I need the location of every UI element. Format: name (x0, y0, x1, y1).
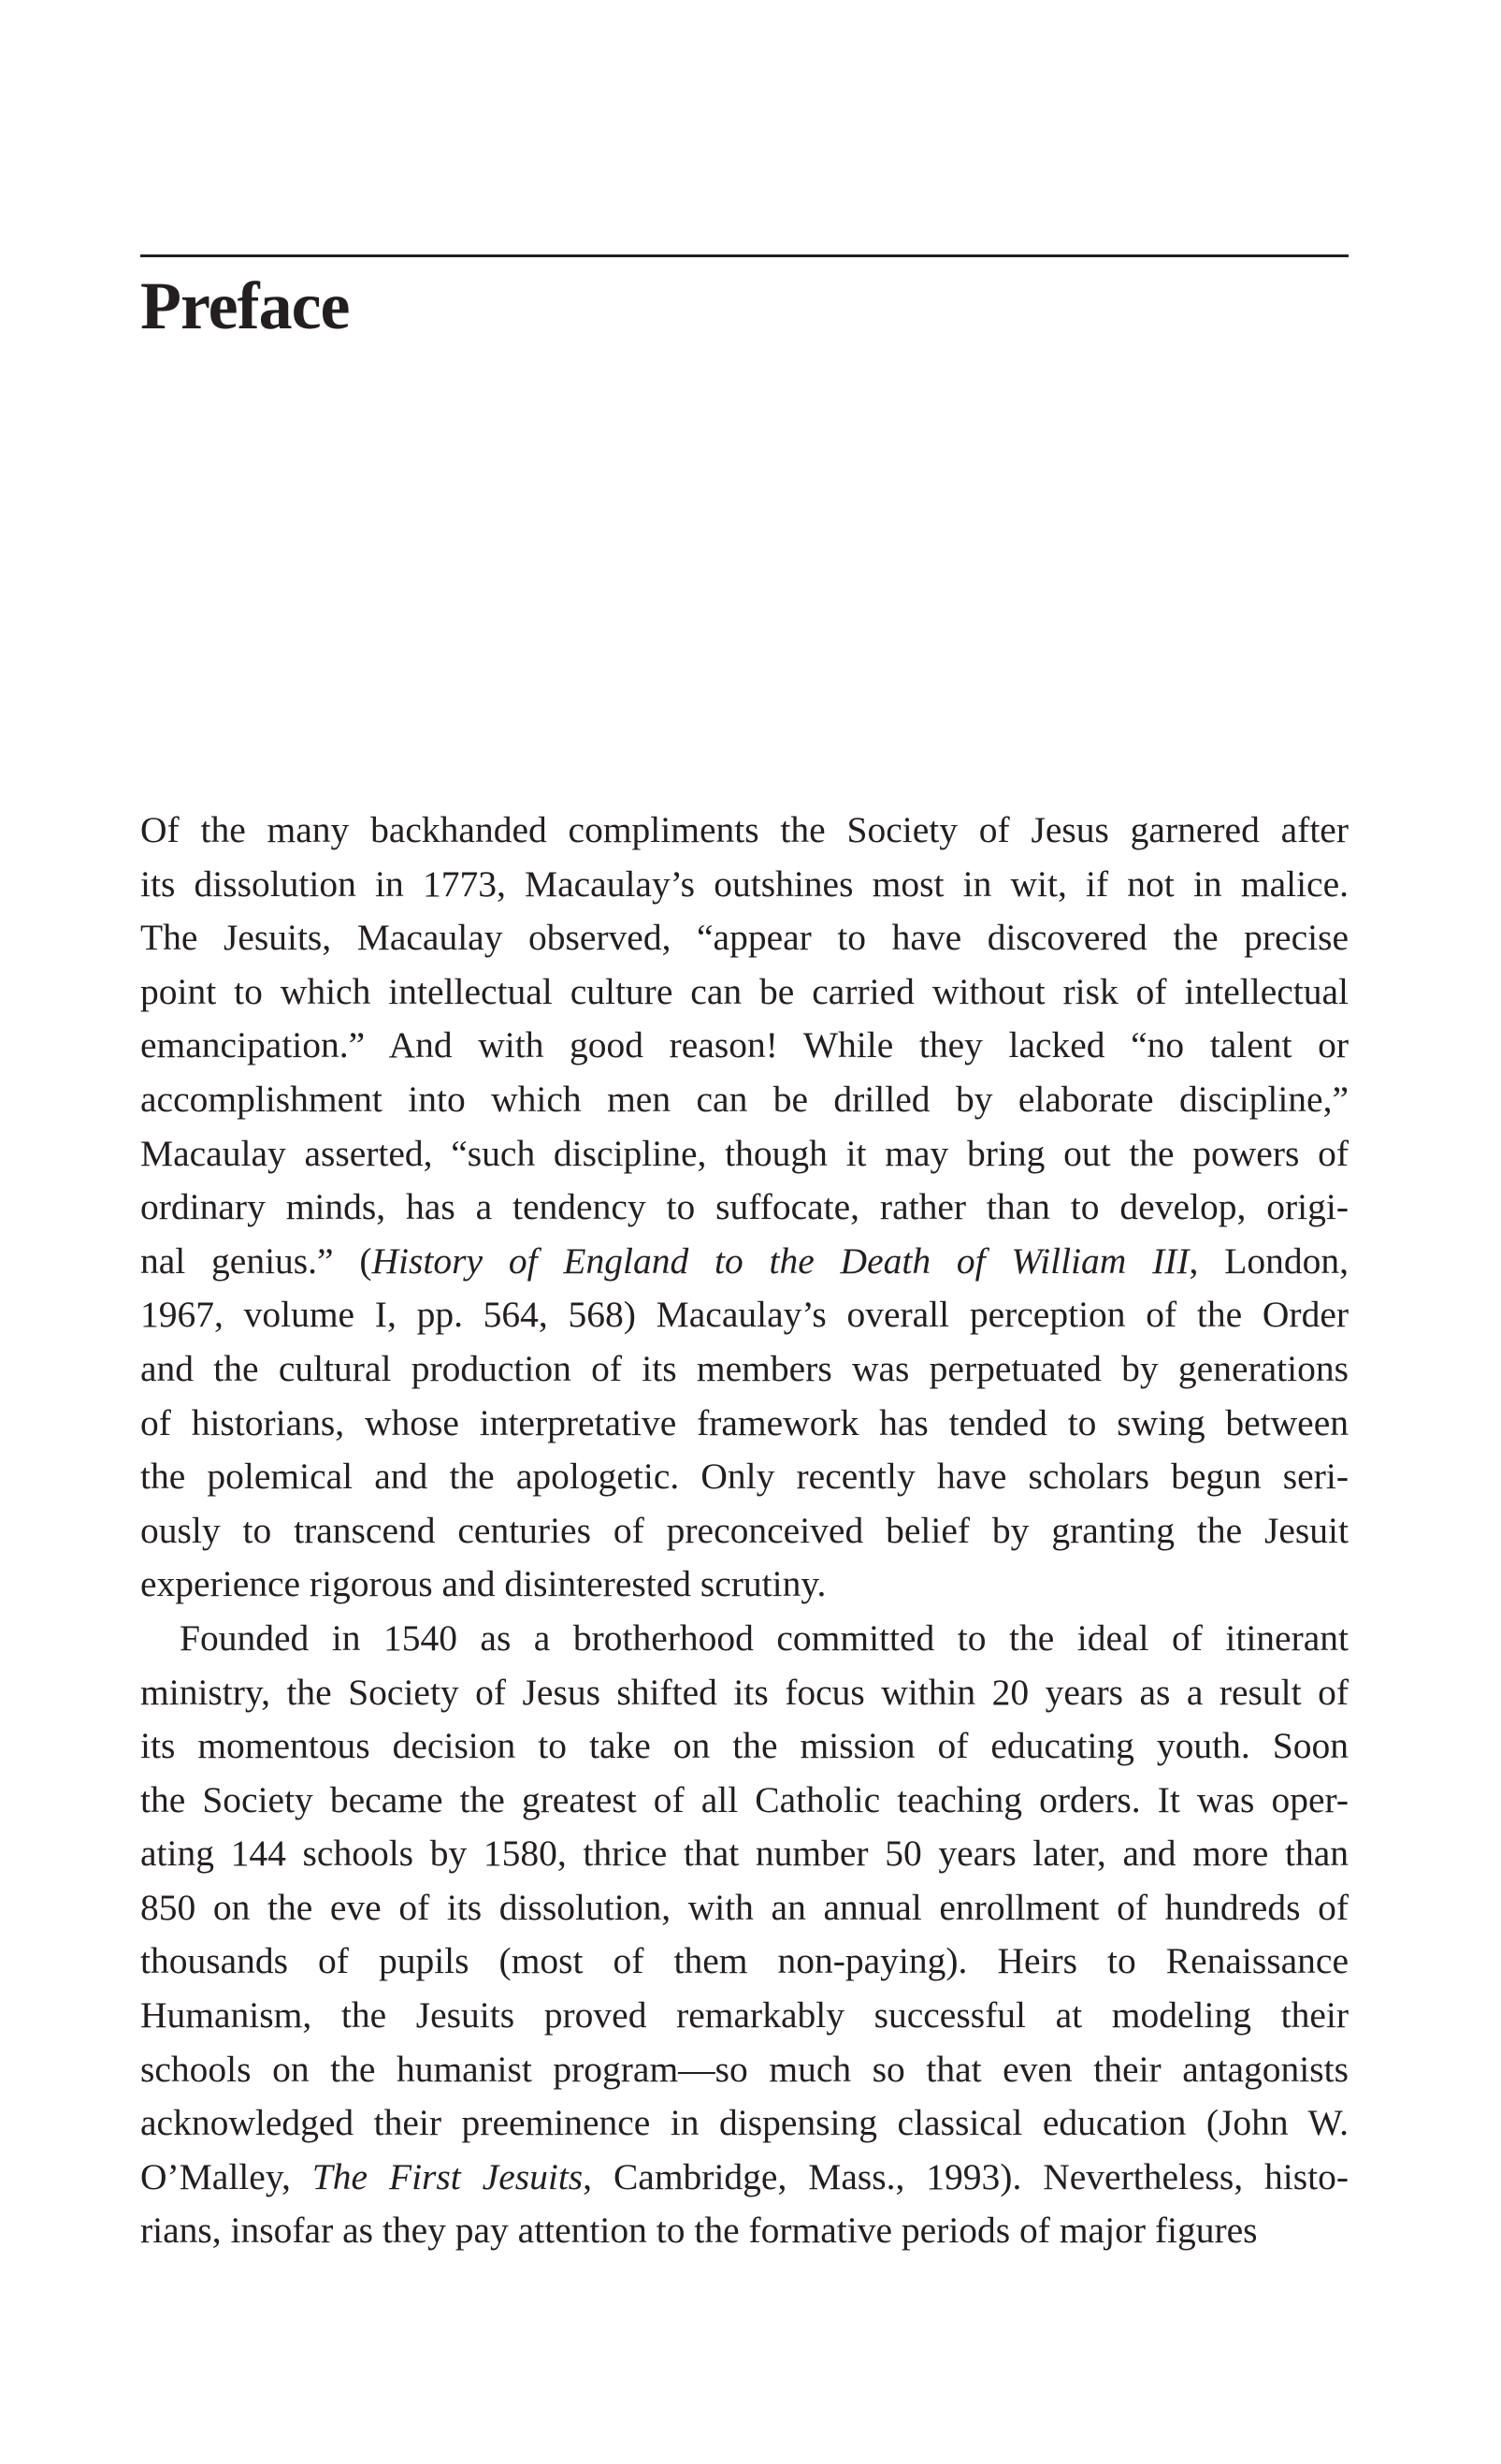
text-segment: ministry, the Society of Jesus shifted its focus within 20 years as a result of (140, 1671, 1349, 1713)
text-line (140, 1558, 1349, 1612)
text-segment: nal genius.” ( (140, 1239, 372, 1282)
text-line (140, 1612, 1349, 1666)
text-line (140, 2096, 1349, 2151)
text-segment: the Society became the greatest of all Catholic teaching orders. It was oper- (140, 1778, 1349, 1820)
text-segment: rians, insofar as they pay attention to the formative periods of major figures (140, 2210, 1258, 2252)
text-segment: and the cultural production of its members was perpetuated by generations (140, 1347, 1349, 1389)
text-line (140, 1504, 1349, 1558)
text-segment: , Cambridge, Mass., 1993). Nevertheless, histo- (583, 2155, 1349, 2197)
text-line (140, 804, 1349, 858)
text-segment: point to which intellectual culture can be carried without risk of intellectual (140, 970, 1349, 1012)
text-line (140, 1288, 1349, 1342)
text-line (140, 2151, 1349, 2205)
text-line (140, 1127, 1349, 1181)
text-segment: acknowledged their preeminence in dispensing classical education (John W. (140, 2102, 1349, 2144)
text-line (140, 1342, 1349, 1397)
text-segment: 850 on the eve of its dissolution, with an annual enrollment of hundreds of (140, 1886, 1349, 1928)
text-segment: its momentous decision to take on the mission of educating youth. Soon (140, 1725, 1349, 1767)
text-segment: accomplishment into which men can be drilled by elaborate discipline,” (140, 1078, 1349, 1120)
text-segment: The Jesuits, Macaulay observed, “appear to have discovered the precise (140, 917, 1349, 959)
text-line (140, 2204, 1349, 2258)
text-line (140, 1881, 1349, 1935)
text-segment: thousands of pupils (most of them non-paying). Heirs to Renaissance (140, 1940, 1349, 1982)
text-line (140, 1397, 1349, 1451)
text-line (140, 1774, 1349, 1828)
text-segment: of historians, whose interpretative framework has tended to swing between (140, 1401, 1349, 1443)
text-line (140, 858, 1349, 912)
text-line (140, 1181, 1349, 1235)
text-segment: , London, (1189, 1239, 1349, 1282)
text-line (140, 1989, 1349, 2043)
paragraph-2 (140, 1612, 1349, 2258)
text-line (140, 1073, 1349, 1127)
text-line (140, 1235, 1349, 1289)
text-segment: schools on the humanist program—so much so that even their antagonists (140, 2048, 1349, 2090)
italic-title: History of England to the Death of William III (371, 1239, 1190, 1282)
text-line (140, 2043, 1349, 2097)
text-line (140, 1019, 1349, 1073)
text-segment: ously to transcend centuries of preconceived belief by granting the Jesuit (140, 1509, 1349, 1551)
text-segment: the polemical and the apologetic. Only recently have scholars begun seri- (140, 1456, 1349, 1498)
text-line (140, 965, 1349, 1020)
text-segment: Macaulay asserted, “such discipline, though it may bring out the powers of (140, 1132, 1349, 1174)
title-rule (140, 254, 1349, 257)
text-line (140, 911, 1349, 965)
text-segment: ordinary minds, has a tendency to suffocate, rather than to develop, origi- (140, 1186, 1349, 1228)
text-segment: O’Malley, (140, 2155, 312, 2197)
body-text (140, 804, 1349, 2258)
text-segment: Founded in 1540 as a brotherhood committed to the ideal of itinerant (180, 1616, 1349, 1659)
text-line (140, 1666, 1349, 1720)
text-line (140, 1827, 1349, 1881)
text-segment: its dissolution in 1773, Macaulay’s outshines most in wit, if not in malice. (140, 862, 1349, 905)
text-line (140, 1719, 1349, 1774)
text-segment: emancipation.” And with good reason! While they lacked “no talent or (140, 1024, 1349, 1066)
italic-title: The First Jesuits (311, 2155, 584, 2197)
text-segment: Of the many backhanded compliments the Society of Jesus garnered after (140, 809, 1349, 850)
paragraph-1 (140, 804, 1349, 1612)
text-segment: experience rigorous and disinterested scrutiny. (140, 1563, 827, 1605)
text-line (140, 1450, 1349, 1504)
text-segment: Humanism, the Jesuits proved remarkably successful at modeling their (140, 1994, 1349, 2036)
text-segment: ating 144 schools by 1580, thrice that number 50 years later, and more than (140, 1833, 1349, 1875)
text-segment: 1967, volume I, pp. 564, 568) Macaulay’s overall perception of the Order (140, 1294, 1349, 1336)
page-title: Preface (140, 268, 350, 343)
text-line (140, 1935, 1349, 1989)
